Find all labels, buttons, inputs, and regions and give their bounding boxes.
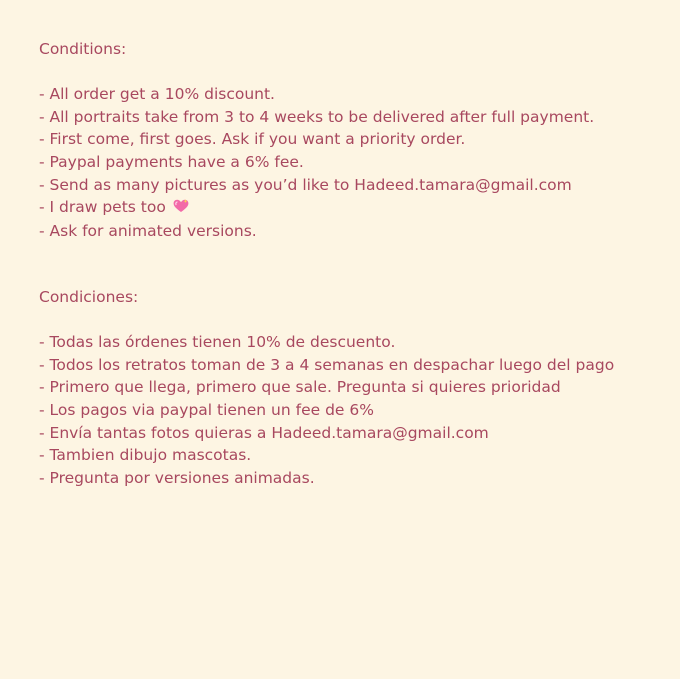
condicion-item-descuento: - Todas las órdenes tienen 10% de descuento. xyxy=(39,333,396,352)
condiciones-heading: Condiciones: xyxy=(39,288,139,306)
conditions-section-english xyxy=(39,38,669,242)
condicion-item-mascotas: - Tambien dibujo mascotas. xyxy=(39,446,252,465)
conditions-list xyxy=(39,83,669,242)
condicion-item-tiempo-entrega: - Todos los retratos toman de 3 a 4 semanas en despachar luego del pago xyxy=(39,355,615,374)
conditions-section-spanish xyxy=(39,286,669,489)
condition-item-delivery-time: - All portraits take from 3 to 4 weeks to be delivered after full payment. xyxy=(39,107,595,126)
condition-item-discount: - All order get a 10% discount. xyxy=(39,85,275,104)
condition-item-paypal-fee: - Paypal payments have a 6% fee. xyxy=(39,152,304,171)
condition-item-send-pictures: - Send as many pictures as you’d like to Hadeed.tamara@gmail.com xyxy=(39,175,572,194)
condition-item-pets: - I draw pets too xyxy=(39,196,669,220)
condiciones-list xyxy=(39,331,669,489)
condition-item-animated: - Ask for animated versions. xyxy=(39,221,257,240)
condicion-item-animadas: - Pregunta por versiones animadas. xyxy=(39,468,315,487)
condicion-item-prioridad: - Primero que llega, primero que sale. Pregunta si quieres prioridad xyxy=(39,378,561,397)
sparkling-heart-icon xyxy=(173,197,189,220)
condicion-item-enviar-fotos: - Envía tantas fotos quieras a Hadeed.tamara@gmail.com xyxy=(39,423,489,442)
condition-item-priority: - First come, first goes. Ask if you want a priority order. xyxy=(39,130,466,149)
conditions-heading: Conditions: xyxy=(39,40,127,58)
condicion-item-paypal: - Los pagos via paypal tienen un fee de 6% xyxy=(39,400,374,419)
